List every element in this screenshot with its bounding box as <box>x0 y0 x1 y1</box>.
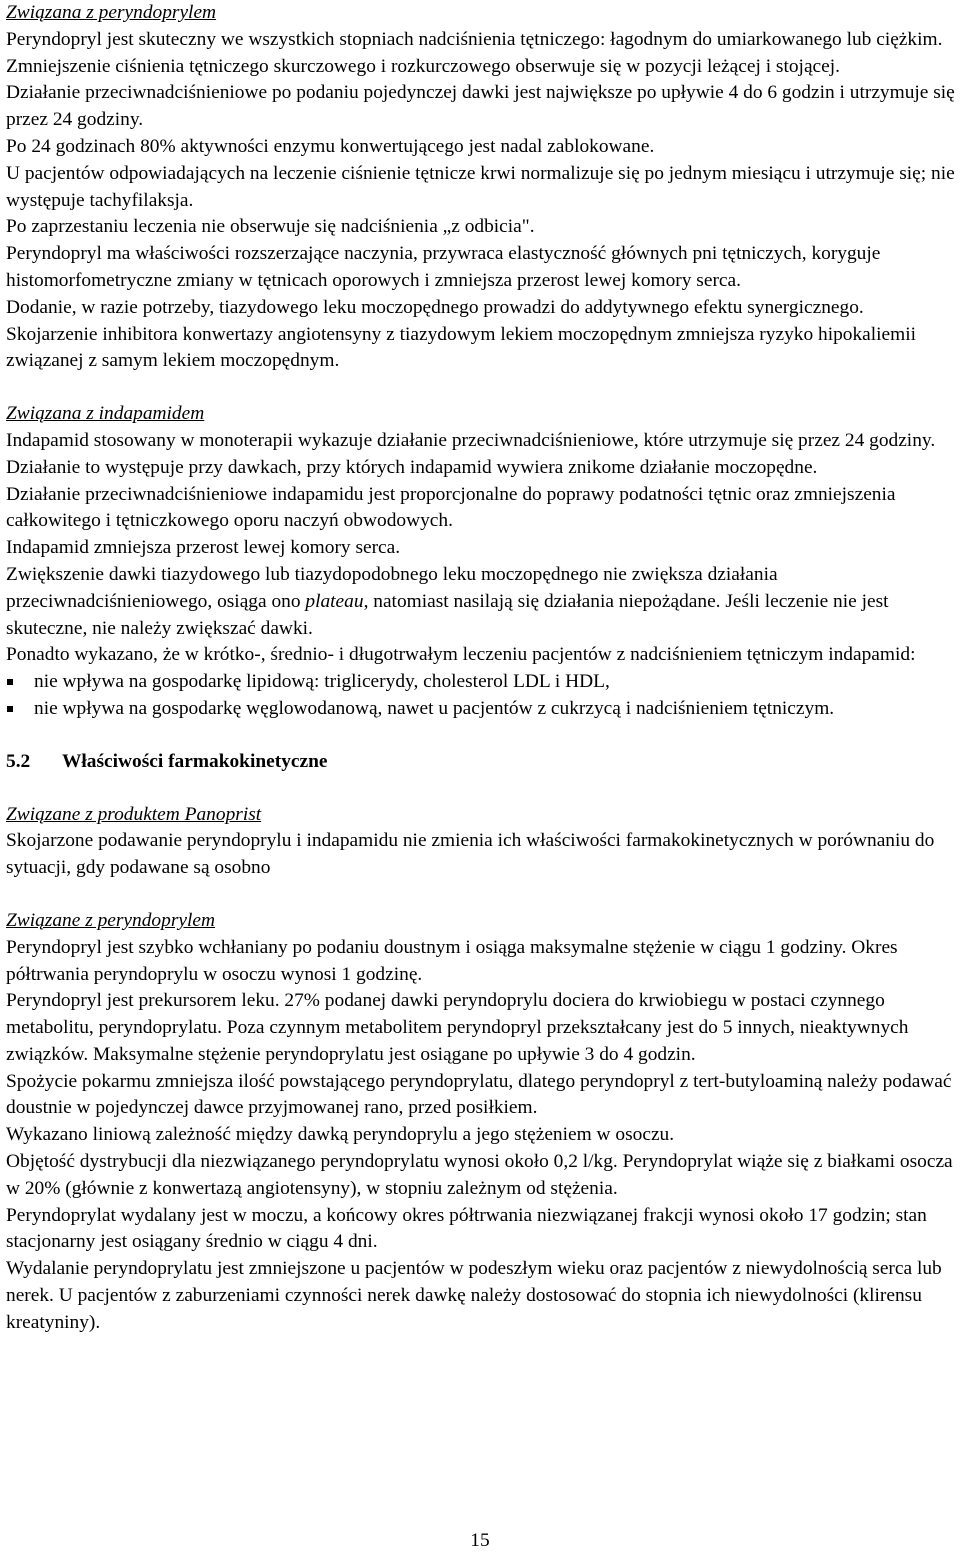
subheading-panoprist: Związane z produktem Panoprist <box>6 803 262 825</box>
paragraph: Peryndoprylat wydalany jest w moczu, a końcowy okres półtrwania niezwiązanej frakcji wynosi około 17 godzin; stan stacjonarny jest osiągany średnio w ciągu 4 dni. <box>6 1204 927 1253</box>
document-page <box>6 0 956 1337</box>
list-item: nie wpływa na gospodarkę węglowodanową, nawet u pacjentów z cukrzycą i nadciśnieniem tętniczym. <box>6 696 956 723</box>
text-run: , natomiast nasilają się działania niepożądane. Jeśli leczenie nie jest skuteczne, nie należy zwiększać dawki. <box>6 590 889 639</box>
section-title-text: Właściwości farmakokinetyczne <box>62 750 328 772</box>
section-title <box>6 749 956 776</box>
bullet-list <box>6 669 956 723</box>
paragraph: Wykazano liniową zależność między dawką peryndoprylu a jego stężeniem w osoczu. <box>6 1124 675 1146</box>
paragraph: Indapamid stosowany w monoterapii wykazuje działanie przeciwnadciśnieniowe, które utrzymuje się przez 24 godziny. Działanie to występuje przy dawkach, przy których indapamid wywiera znikome działanie moczopędne. <box>6 429 936 478</box>
paragraph: Peryndopryl ma właściwości rozszerzające naczynia, przywraca elastyczność głównych pni tętniczych, koryguje histomorfometryczne zmiany w tętnicach oporowych i zmniejsza przerost lewej komory serca. <box>6 243 881 291</box>
subheading-indapamide-pd: Związana z indapamidem <box>6 403 205 425</box>
paragraph: Skojarzone podawanie peryndoprylu i indapamidu nie zmienia ich właściwości farmakokinetycznych w porównaniu do sytuacji, gdy podawane są osobno <box>6 830 935 879</box>
paragraph: Peryndopryl jest skuteczny we wszystkich stopniach nadciśnienia tętniczego: łagodnym do umiarkowanego lub ciężkim. Zmniejszenie ciśnienia tętniczego skurczowego i rozkurczowego obserwuje się w pozycji leżącej i stojącej. <box>6 28 943 77</box>
paragraph: Peryndopryl jest szybko wchłaniany po podaniu doustnym i osiąga maksymalne stężenie w ciągu 1 godziny. Okres półtrwania peryndoprylu w osoczu wynosi 1 godzinę. <box>6 936 898 985</box>
paragraph: Objętość dystrybucji dla niezwiązanego peryndoprylatu wynosi około 0,2 l/kg. Peryndoprylat wiąże się z białkami osocza w 20% (głównie z konwertazą angiotensyny), w stopniu zależnym od stężenia. <box>6 1151 953 1199</box>
section-number: 5.2 <box>6 750 31 772</box>
paragraph: Spożycie pokarmu zmniejsza ilość powstającego peryndoprylatu, dlatego peryndopryl z tert-butyloaminą należy podawać doustnie w pojedynczej dawce przyjmowanej rano, przed posiłkiem. <box>6 1070 952 1119</box>
paragraph: Po 24 godzinach 80% aktywności enzymu konwertującego jest nadal zablokowane. <box>6 135 655 157</box>
paragraph: Wydalanie peryndoprylatu jest zmniejszone u pacjentów w podeszłym wieku oraz pacjentów z niewydolnością serca lub nerek. U pacjentów z zaburzeniami czynności nerek dawkę należy dostosować do stopnia ich niewydolności (klirensu kreatyniny). <box>6 1258 942 1333</box>
page-number: 15 <box>470 1530 490 1551</box>
paragraph: Działanie przeciwnadciśnieniowe indapamidu jest proporcjonalne do poprawy podatności tętnic oraz zmniejszenia całkowitego i tętniczkowego oporu naczyń obwodowych. <box>6 483 896 532</box>
list-item: nie wpływa na gospodarkę lipidową: triglicerydy, cholesterol LDL i HDL, <box>6 669 956 696</box>
paragraph: Ponadto wykazano, że w krótko-, średnio- i długotrwałym leczeniu pacjentów z nadciśnieniem tętniczym indapamid: <box>6 644 916 666</box>
italic-term: plateau <box>305 590 364 612</box>
paragraph: Działanie przeciwnadciśnieniowe po podaniu pojedynczej dawki jest największe po upływie 4 do 6 godzin i utrzymuje się przez 24 godziny. <box>6 82 955 131</box>
paragraph: Dodanie, w razie potrzeby, tiazydowego leku moczopędnego prowadzi do addytywnego efektu synergicznego. <box>6 296 864 318</box>
text-run: Zwiększenie dawki tiazydowego lub tiazydopodobnego leku moczopędnego nie zwiększa działania przeciwnadciśnieniowego, osiąga ono <box>6 563 778 612</box>
paragraph: Skojarzenie inhibitora konwertazy angiotensyny z tiazydowym lekiem moczopędnym zmniejsza ryzyko hipokaliemii związanej z samym lekiem moczopędnym. <box>6 323 917 372</box>
paragraph-plateau <box>6 562 956 642</box>
paragraph: Peryndopryl jest prekursorem leku. 27% podanej dawki peryndoprylu dociera do krwiobiegu w postaci czynnego metabolitu, peryndoprylatu. Poza czynnym metabolitem peryndopryl przekształcany jest do 5 innych, nieaktywnych związków. Maksymalne stężenie peryndoprylatu jest osiągane po upływie 3 do 4 godzin. <box>6 990 909 1065</box>
subheading-perindopril-pd: Związana z peryndoprylem <box>6 2 217 23</box>
paragraph: Po zaprzestaniu leczenia nie obserwuje się nadciśnienia „z odbicia". <box>6 216 535 238</box>
paragraph: U pacjentów odpowiadających na leczenie ciśnienie tętnicze krwi normalizuje się po jednym miesiącu i utrzymuje się; nie występuje tachyfilaksja. <box>6 162 955 211</box>
paragraph: Indapamid zmniejsza przerost lewej komory serca. <box>6 537 401 559</box>
subheading-perindopril-pk: Związane z peryndoprylem <box>6 909 215 931</box>
